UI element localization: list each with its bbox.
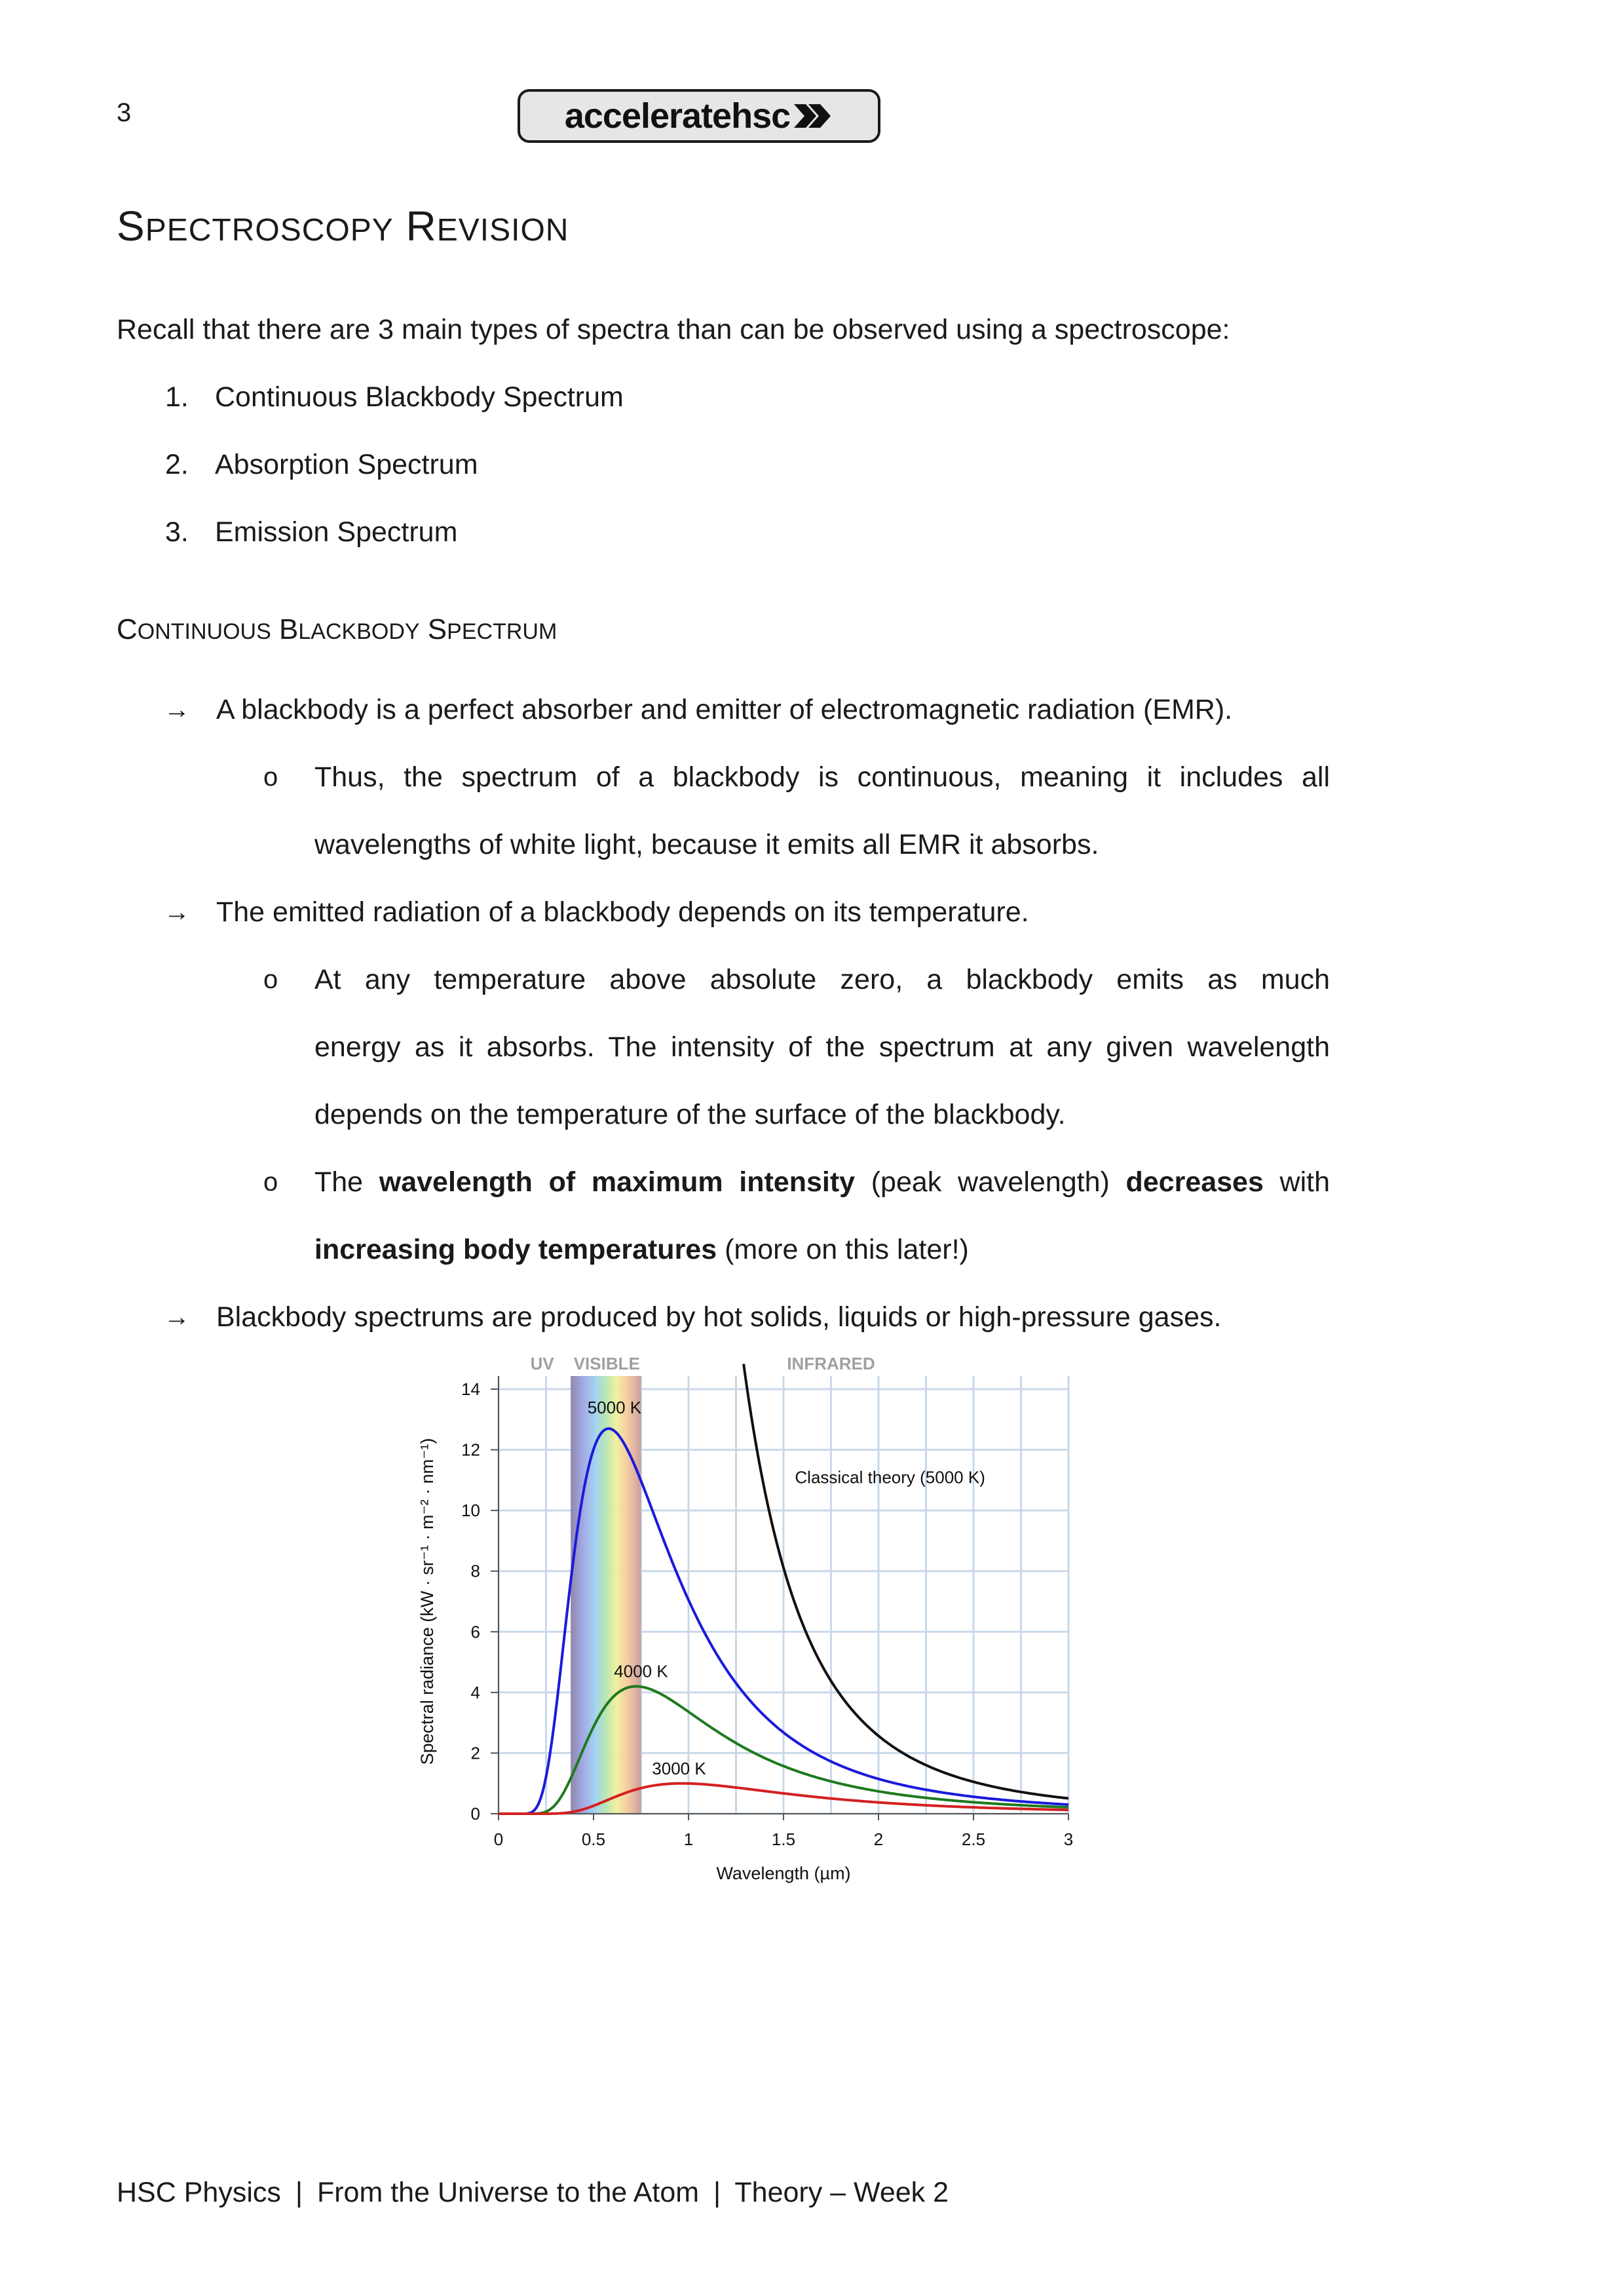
x-axis-label: Wavelength (µm) xyxy=(716,1864,851,1883)
x-tick-label: 1.5 xyxy=(771,1829,796,1849)
y-tick-label: 8 xyxy=(470,1561,480,1581)
circle-bullet-icon: o xyxy=(263,965,278,994)
arrow-icon: → xyxy=(164,695,190,724)
plot-top-mask xyxy=(405,1337,1099,1351)
sub-bullet-continuation: depends on the temperature of the surface of the blackbody. xyxy=(314,1099,1066,1130)
x-tick-label: 2 xyxy=(873,1829,884,1849)
list-item: 1. Continuous Blackbody Spectrum xyxy=(165,381,624,413)
bullet-item: → The emitted radiation of a blackbody depends on its temperature. xyxy=(164,879,1330,946)
region-label-uv: UV xyxy=(530,1354,554,1373)
y-tick-label: 6 xyxy=(470,1622,480,1642)
x-tick-label: 0.5 xyxy=(581,1829,606,1849)
bullet-list xyxy=(164,676,1330,1351)
x-tick-label: 0 xyxy=(493,1829,504,1849)
blackbody-chart xyxy=(405,1337,1099,1900)
double-chevron-icon xyxy=(793,103,833,129)
blackbody-chart-svg xyxy=(405,1337,1099,1900)
sub-bullet-item: o The wavelength of maximum intensity (peak wavelength) decreases with xyxy=(164,1149,1330,1216)
bullet-item: → Blackbody spectrums are produced by hot solids, liquids or high-pressure gases. xyxy=(164,1284,1330,1351)
y-tick-label: 4 xyxy=(470,1682,480,1702)
arrow-icon: → xyxy=(164,1303,190,1331)
sub-bullet-continuation: wavelengths of white light, because it emits all EMR it absorbs. xyxy=(314,829,1099,860)
series-label: Classical theory (5000 K) xyxy=(795,1467,985,1487)
series-label: 3000 K xyxy=(652,1758,706,1778)
x-tick-label: 2.5 xyxy=(961,1829,986,1849)
x-tick-label: 3 xyxy=(1063,1829,1074,1849)
region-label-visible: VISIBLE xyxy=(573,1354,640,1373)
intro-text: Recall that there are 3 main types of spectra than can be observed using a spectroscope: xyxy=(117,314,1230,345)
acceleratehsc-logo xyxy=(518,89,880,143)
y-axis-label: Spectral radiance (kW · sr⁻¹ · m⁻² · nm⁻¹) xyxy=(417,1438,437,1765)
page-title: SPECTROSCOPY REVISION xyxy=(117,202,569,250)
list-item: 3. Emission Spectrum xyxy=(165,516,458,548)
list-item: 2. Absorption Spectrum xyxy=(165,449,478,480)
visible-spectrum-band xyxy=(571,1376,641,1814)
x-tick-label: 1 xyxy=(683,1829,694,1849)
circle-bullet-icon: o xyxy=(263,1168,278,1196)
y-tick-label: 14 xyxy=(461,1379,480,1399)
logo-text: acceleratehsc xyxy=(564,96,791,136)
y-tick-label: 0 xyxy=(470,1804,480,1824)
footer: HSC Physics | From the Universe to the Atom | Theory – Week 2 xyxy=(117,2177,949,2208)
sub-bullet-item: o Thus, the spectrum of a blackbody is continuous, meaning it includes all xyxy=(164,744,1330,811)
y-tick-label: 2 xyxy=(470,1743,480,1763)
series-label: 4000 K xyxy=(614,1661,668,1681)
y-tick-label: 10 xyxy=(461,1501,480,1521)
series-line-classical-theory-5000-k- xyxy=(744,1364,1068,1799)
series-label: 5000 K xyxy=(587,1398,642,1418)
circle-bullet-icon: o xyxy=(263,763,278,792)
sub-bullet-item: o At any temperature above absolute zero, a blackbody emits as much xyxy=(164,946,1330,1014)
section-heading: CONTINUOUS BLACKBODY SPECTRUM xyxy=(117,613,557,645)
page-number: 3 xyxy=(117,98,132,127)
sub-bullet-continuation: energy as it absorbs. The intensity of the spectrum at any given wavelength xyxy=(314,1031,1330,1063)
sub-bullet-continuation: increasing body temperatures (more on this later!) xyxy=(314,1234,969,1265)
numbered-list xyxy=(165,364,624,566)
region-label-infrared: INFRARED xyxy=(787,1354,875,1373)
bullet-item: → A blackbody is a perfect absorber and emitter of electromagnetic radiation (EMR). xyxy=(164,676,1330,744)
arrow-icon: → xyxy=(164,898,190,927)
y-tick-label: 12 xyxy=(461,1440,480,1460)
